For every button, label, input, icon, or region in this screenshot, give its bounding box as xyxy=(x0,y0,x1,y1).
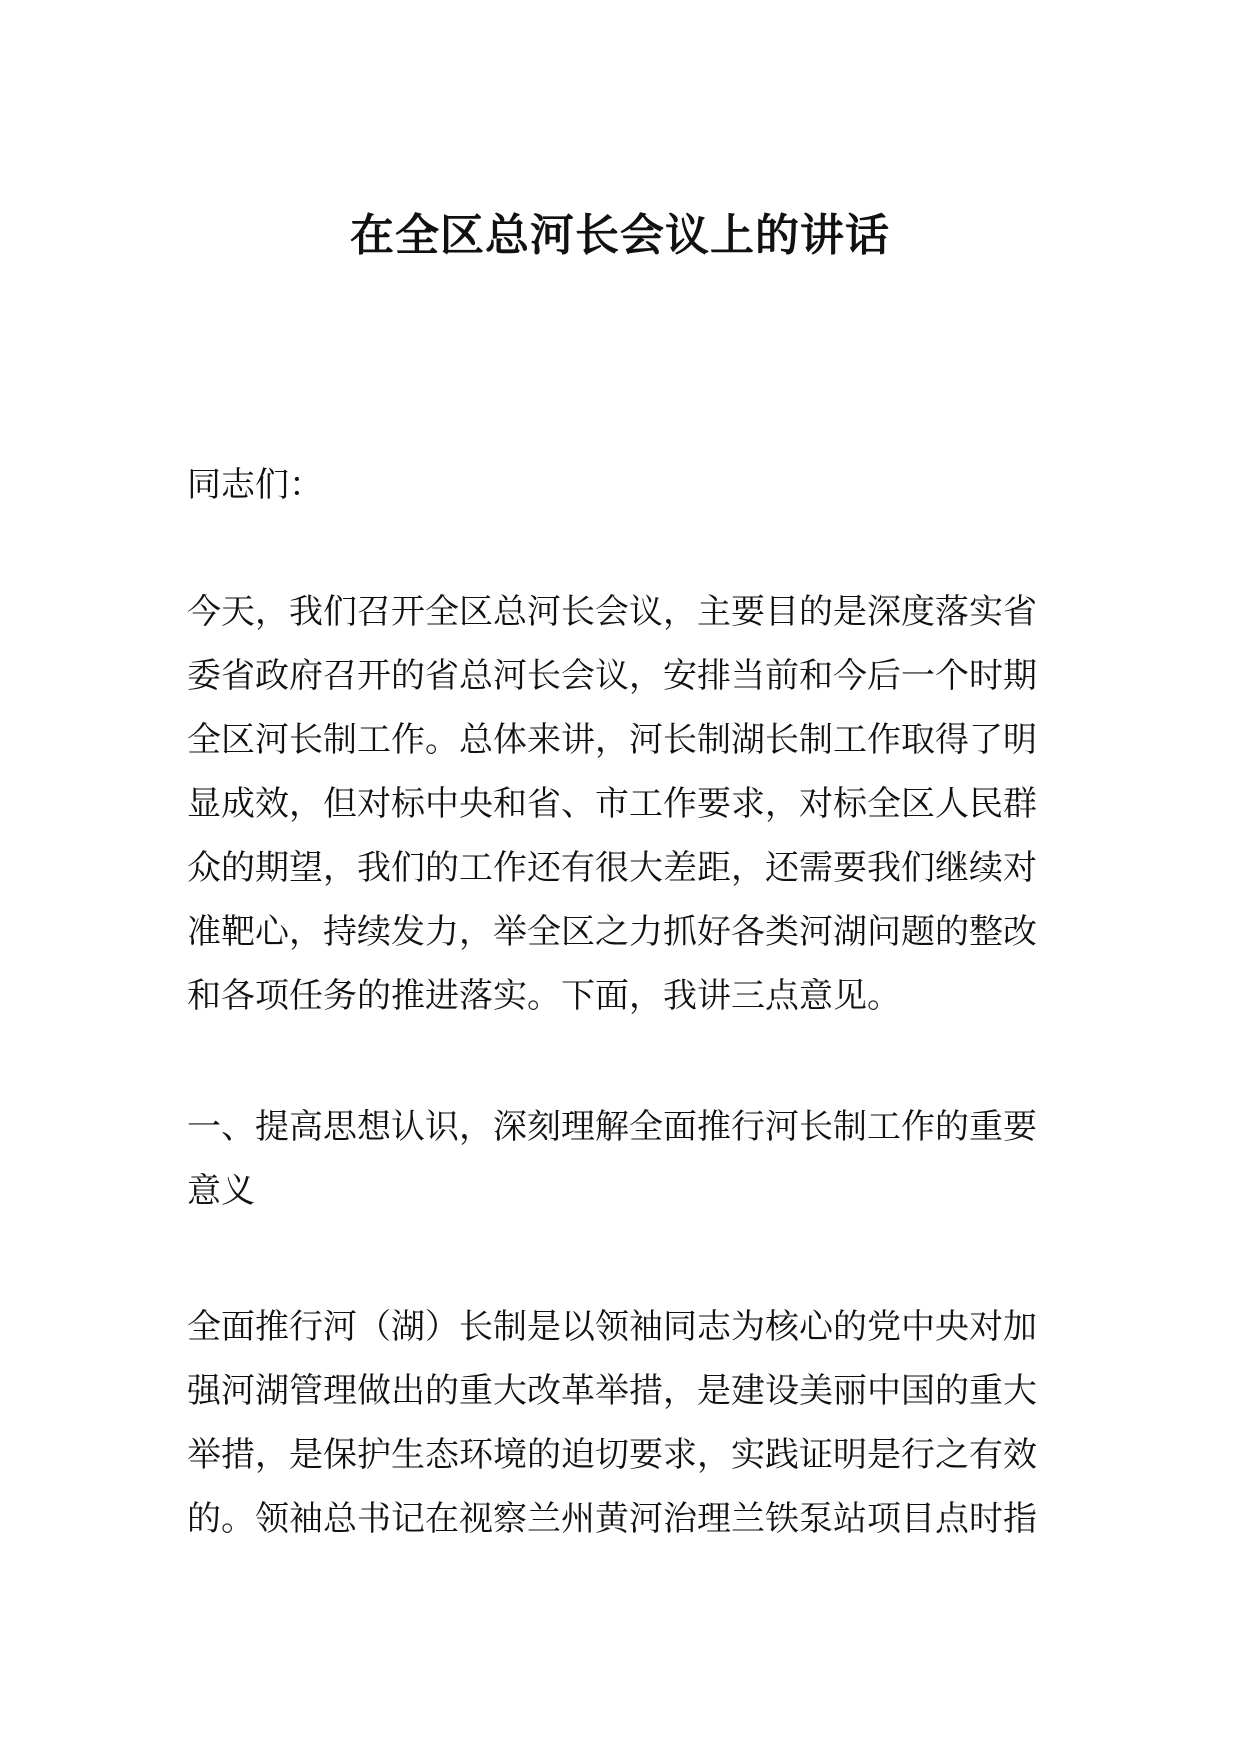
paragraph-line: 众的期望，我们的工作还有很大差距，还需要我们继续对 xyxy=(187,848,1037,888)
paragraph-line: 强河湖管理做出的重大改革举措，是建设美丽中国的重大 xyxy=(187,1371,1037,1411)
document-title: 在全区总河长会议上的讲话 xyxy=(350,210,890,261)
heading-line: 意义 xyxy=(187,1171,255,1211)
paragraph-intro xyxy=(187,580,1057,1028)
salutation xyxy=(187,453,1057,517)
paragraph-line: 全区河长制工作。总体来讲，河长制湖长制工作取得了明 xyxy=(187,720,1037,760)
paragraph-section-1 xyxy=(187,1295,1057,1551)
paragraph-line: 今天，我们召开全区总河长会议，主要目的是深度落实省 xyxy=(187,592,1037,632)
section-heading-1 xyxy=(187,1095,1057,1223)
paragraph-line: 准靶心，持续发力，举全区之力抓好各类河湖问题的整改 xyxy=(187,912,1037,952)
paragraph-line: 和各项任务的推进落实。下面，我讲三点意见。 xyxy=(187,976,901,1016)
salutation-text: 同志们： xyxy=(187,465,323,505)
paragraph-line: 全面推行河（湖）长制是以领袖同志为核心的党中央对加 xyxy=(187,1307,1037,1347)
paragraph-line: 委省政府召开的省总河长会议，安排当前和今后一个时期 xyxy=(187,656,1037,696)
paragraph-line: 的。领袖总书记在视察兰州黄河治理兰铁泵站项目点时指 xyxy=(187,1499,1037,1539)
paragraph-line: 举措，是保护生态环境的迫切要求，实践证明是行之有效 xyxy=(187,1435,1037,1475)
heading-line: 一、提高思想认识，深刻理解全面推行河长制工作的重要 xyxy=(187,1107,1037,1147)
paragraph-line: 显成效，但对标中央和省、市工作要求，对标全区人民群 xyxy=(187,784,1037,824)
